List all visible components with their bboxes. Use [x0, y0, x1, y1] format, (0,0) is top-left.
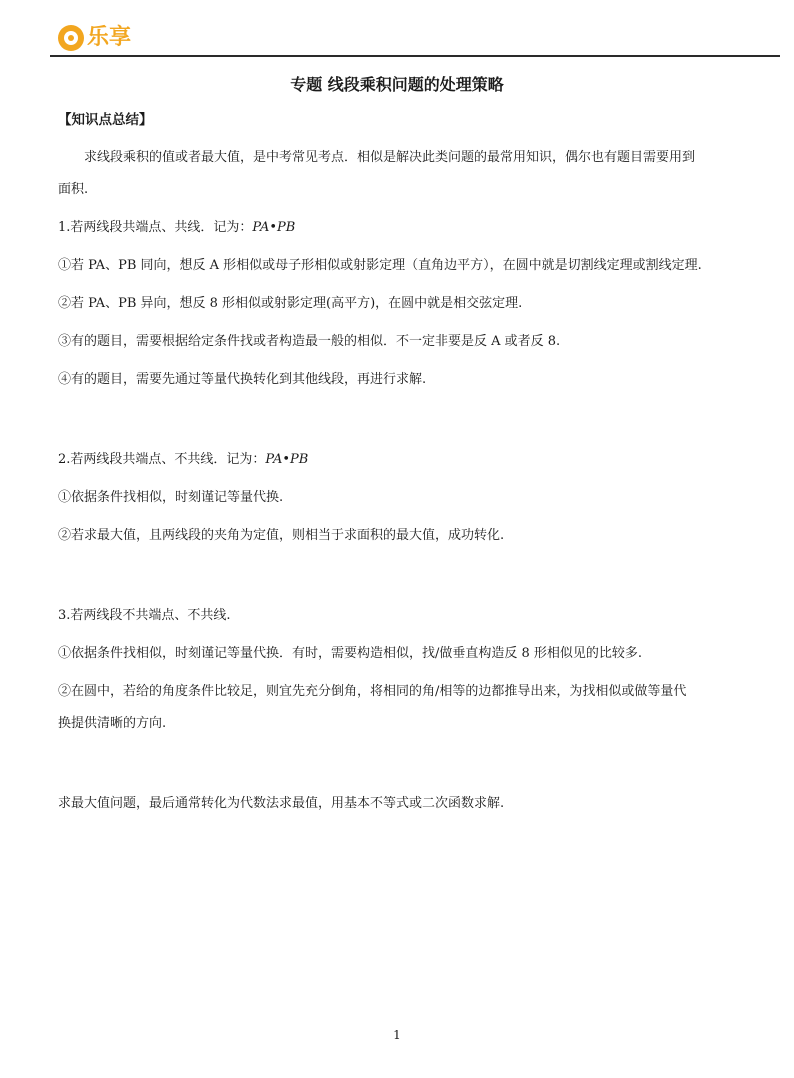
page-title: 专题 线段乘积问题的处理策略 [290, 75, 504, 94]
case-3-item-continuation: 换提供清晰的方向. [58, 716, 167, 731]
logo-text: 乐享 [87, 25, 132, 50]
spacer [58, 734, 748, 794]
graduation-cap-icon [58, 25, 84, 51]
spacer [58, 664, 748, 682]
spacer [58, 390, 748, 450]
case-2-item: ①依据条件找相似，时刻谨记等量代换. [58, 490, 284, 505]
page-number: 1 [393, 1028, 401, 1042]
spacer [58, 276, 748, 294]
page-header [0, 0, 794, 58]
spacer [58, 626, 748, 644]
case-3-item: ②在圆中，若给的角度条件比较足，则宜先充分倒角，将相同的角/相等的边都推导出来，为找相似或做等量代 [58, 684, 687, 699]
case-2-heading-text: 2.若两线段共端点、不共线．记为： [58, 452, 266, 467]
spacer [58, 702, 748, 714]
intro-paragraph-line-2: 面积. [58, 182, 89, 197]
case-1-item: ②若 PA、PB 异向，想反 8 形相似或射影定理(高平方)，在圆中就是相交弦定理. [58, 296, 523, 311]
section-heading: 【知识点总结】 [58, 112, 153, 128]
case-1-heading [58, 218, 748, 238]
conclusion-paragraph: 求最大值问题，最后通常转化为代数法求最值，用基本不等式或二次函数求解. [58, 796, 505, 811]
case-1-heading-text: 1.若两线段共端点、共线．记为： [58, 220, 253, 235]
brand-logo [58, 25, 131, 51]
intro-paragraph-line-1: 求线段乘积的值或者最大值，是中考常见考点．相似是解决此类问题的最常用知识，偶尔也有题目需要用到 [58, 150, 696, 165]
spacer [58, 238, 748, 256]
spacer [58, 130, 748, 148]
case-1-item: ①若 PA、PB 同向，想反 A 形相似或母子形相似或射影定理（直角边平方），在圆中就是切割线定理或割线定理. [58, 258, 702, 273]
case-1-item: ④有的题目，需要先通过等量代换转化到其他线段，再进行求解. [58, 372, 427, 387]
spacer [58, 508, 748, 526]
case-2-expression: PA•PB [265, 452, 309, 467]
case-3-item: ①依据条件找相似，时刻谨记等量代换．有时，需要构造相似，找/做垂直构造反 8 形相似见的比较多. [58, 646, 643, 661]
spacer [58, 168, 748, 180]
spacer [58, 470, 748, 488]
spacer [58, 546, 748, 606]
spacer [58, 200, 748, 218]
header-divider [50, 55, 780, 57]
document-body [58, 110, 748, 814]
case-2-item: ②若求最大值，且两线段的夹角为定值，则相当于求面积的最大值，成功转化. [58, 528, 505, 543]
spacer [58, 352, 748, 370]
spacer [58, 314, 748, 332]
case-3-heading: 3.若两线段不共端点、不共线. [58, 608, 231, 623]
case-1-expression: PA•PB [252, 220, 296, 235]
case-2-heading [58, 450, 748, 470]
case-1-item: ③有的题目，需要根据给定条件找或者构造最一般的相似．不一定非要是反 A 或者反 8. [58, 334, 561, 349]
